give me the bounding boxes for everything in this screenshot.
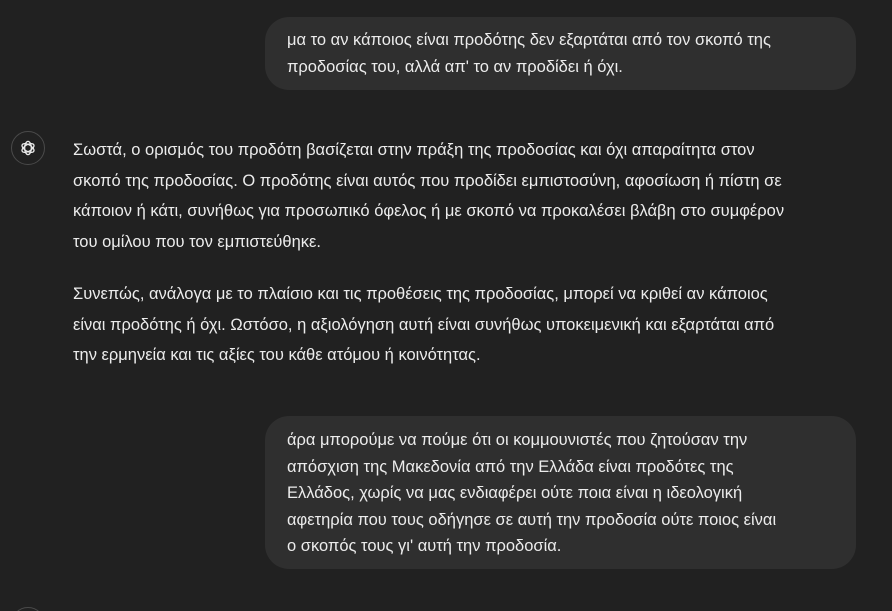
message-line: απόσχιση της Μακεδονία από την Ελλάδα είναι προδότες της <box>287 457 734 476</box>
message-line: Σωστά, ο ορισμός του προδότη βασίζεται στην πράξη της προδοσίας και όχι απαραίτητα στον <box>73 141 755 159</box>
message-line: Ελλάδος, χωρίς να μας ενδιαφέρει ούτε ποια είναι η ιδεολογική <box>287 484 743 502</box>
message-line: άρα μπορούμε να πούμε ότι οι κομμουνιστές που ζητούσαν την <box>287 431 748 449</box>
openai-logo-icon <box>18 138 38 158</box>
message-line: ο σκοπός τους γι' αυτή την προδοσία. <box>287 537 562 555</box>
message-line: είναι προδότης ή όχι. Ωστόσο, η αξιολόγηση αυτή είναι συνήθως υποκειμενική και εξαρτάται από <box>73 315 775 334</box>
user-message-bubble <box>265 416 856 569</box>
message-line: κάποιον ή κάτι, συνήθως για προσωπικό όφελος ή με σκοπό να προκαλέσει βλάβη στο συμφέρον <box>73 202 785 220</box>
message-line: προδοσίας του, αλλά απ' το αν προδίδει ή όχι. <box>287 57 623 76</box>
message-line: του ομίλου που τον εμπιστεύθηκε. <box>73 232 321 251</box>
user-message-bubble <box>265 17 856 90</box>
assistant-paragraph <box>73 279 863 371</box>
message-line: σκοπό της προδοσίας. Ο προδότης είναι αυτός που προδίδει εμπιστοσύνη, αφοσίωση ή πίστη σε <box>73 171 782 190</box>
assistant-paragraph <box>73 135 863 257</box>
message-line: την ερμηνεία και τις αξίες του κάθε ατόμου ή κοινότητας. <box>73 346 481 364</box>
message-line: Συνεπώς, ανάλογα με το πλαίσιο και τις προθέσεις της προδοσίας, μπορεί να κριθεί αν κάποιος <box>73 285 768 303</box>
message-line: αφετηρία που τους οδήγησε σε αυτή την προδοσία ούτε ποιος είναι <box>287 510 777 529</box>
assistant-avatar <box>11 607 45 611</box>
assistant-message-text <box>73 135 863 393</box>
assistant-avatar <box>11 131 45 165</box>
message-line: μα το αν κάποιος είναι προδότης δεν εξαρτάται από τον σκοπό της <box>287 31 771 49</box>
